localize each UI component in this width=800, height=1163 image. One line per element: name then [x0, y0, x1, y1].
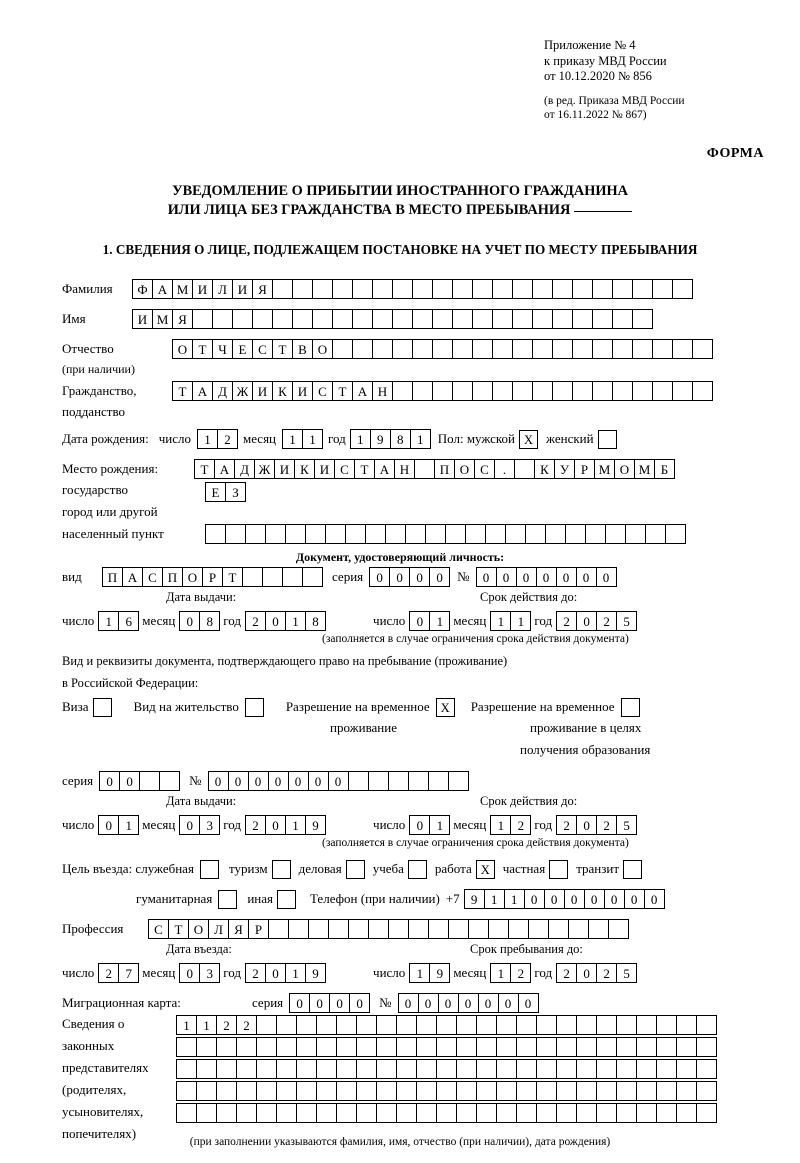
- migration-series-label: серия: [252, 995, 284, 1010]
- row-permit-types: [62, 696, 640, 718]
- birthplace-row-2: [205, 481, 245, 503]
- permit-issue-month-input[interactable]: 0 3: [179, 815, 219, 835]
- issue-day-label: число: [62, 613, 95, 628]
- entry-month-input[interactable]: 0 3: [179, 963, 219, 983]
- purpose-study-checkbox[interactable]: [408, 860, 427, 879]
- birth-day-input[interactable]: 1 2: [197, 429, 237, 449]
- birth-day-label: число: [158, 431, 191, 446]
- patronymic-sublabel: (при наличии): [62, 362, 135, 376]
- permit-valid-month-input[interactable]: 1 2: [490, 815, 530, 835]
- edu-residence-label: Разрешение на временное: [470, 699, 615, 714]
- legal-rep-footer-note: (при заполнении указываются фамилия, имя, отчество (при наличии), дата рождения): [189, 1136, 611, 1148]
- temp-residence-label: Разрешение на временное: [285, 699, 430, 714]
- surname-label: Фамилия: [62, 281, 113, 296]
- legal-rep-label-1: Сведения о: [62, 1016, 125, 1031]
- edu-residence-label-2: проживание в целях: [530, 720, 642, 735]
- permit-series-input[interactable]: 0 0: [99, 771, 179, 791]
- doc-series-input[interactable]: 0 0 0 0: [369, 567, 449, 587]
- patronymic-input[interactable]: О Т Ч Е С Т В О: [172, 339, 712, 359]
- permit-issue-year-label: год: [223, 817, 242, 832]
- title-blank-rule: [574, 211, 632, 212]
- limited-term-note-2: (заполняется в случае ограничения срока действия документа): [322, 837, 629, 849]
- purpose-private-checkbox[interactable]: [549, 860, 568, 879]
- stay-month-input[interactable]: 1 2: [490, 963, 530, 983]
- purpose-work-label: работа: [434, 861, 472, 876]
- temp-residence-label-2: проживание: [330, 720, 397, 735]
- sex-male-label: Пол: мужской: [437, 431, 516, 446]
- row-entry-purpose-2: [136, 888, 664, 910]
- migration-card-label: Миграционная карта:: [62, 995, 181, 1010]
- identity-doc-header: Документ, удостоверяющий личность:: [295, 550, 505, 564]
- stay-year-label: год: [534, 965, 553, 980]
- legal-rep-input-line-4[interactable]: [176, 1081, 716, 1101]
- permit-valid-year-input[interactable]: 2 0 2 5: [556, 815, 636, 835]
- section-1-heading: 1. СВЕДЕНИЯ О ЛИЦЕ, ПОДЛЕЖАЩЕМ ПОСТАНОВКЕ НА УЧЕТ ПО МЕСТУ ПРЕБЫВАНИЯ: [102, 242, 698, 257]
- legal-rep-row-5: [176, 1102, 716, 1124]
- permit-number-label: №: [189, 773, 202, 788]
- birth-month-input[interactable]: 1 1: [282, 429, 322, 449]
- doc-series-label: серия: [332, 569, 364, 584]
- valid-year-input[interactable]: 2 0 2 5: [556, 611, 636, 631]
- permit-issue-day-label: число: [62, 817, 95, 832]
- birthplace-input-line-1[interactable]: Т А Д Ж И К И С Т А Н П О С . К У Р М О М Б: [194, 459, 674, 479]
- permit-issue-month-label: месяц: [142, 817, 176, 832]
- permit-issue-day-input[interactable]: 0 1: [98, 815, 138, 835]
- legal-rep-label-6: попечителях): [62, 1126, 137, 1141]
- document-title-line-2: ИЛИ ЛИЦА БЕЗ ГРАЖДАНСТВА В МЕСТО ПРЕБЫВАНИЯ: [167, 202, 571, 218]
- legal-rep-input-line-3[interactable]: [176, 1059, 716, 1079]
- profession-label: Профессия: [62, 921, 124, 936]
- permit-issue-year-input[interactable]: 2 0 1 9: [245, 815, 325, 835]
- permit-number-input[interactable]: 0 0 0 0 0 0 0: [208, 771, 468, 791]
- profession-input[interactable]: С Т О Л Я Р: [148, 919, 628, 939]
- document-title: [0, 182, 800, 220]
- appendix-line-2: к приказу МВД России: [544, 53, 667, 68]
- residence-permit-label: Вид на жительство: [133, 699, 239, 714]
- purpose-humanitarian-checkbox[interactable]: [218, 890, 237, 909]
- appendix-note: [544, 38, 764, 123]
- legal-rep-label-4: (родителях,: [62, 1082, 127, 1097]
- purpose-other-label: иная: [247, 891, 273, 906]
- phone-prefix: +7: [445, 891, 460, 906]
- purpose-label: Цель въезда: служебная: [62, 861, 194, 876]
- stay-year-input[interactable]: 2 0 2 5: [556, 963, 636, 983]
- issue-date-label: Дата выдачи:: [166, 590, 237, 604]
- permit-valid-day-input[interactable]: 0 1: [409, 815, 449, 835]
- patronymic-label: Отчество: [62, 341, 114, 356]
- stay-until-label: Срок пребывания до:: [470, 942, 583, 956]
- name-label: Имя: [62, 311, 86, 326]
- edu-residence-checkbox[interactable]: [621, 698, 640, 717]
- doc-number-input[interactable]: 0 0 0 0 0 0 0: [476, 567, 616, 587]
- birthplace-settlement-label: населенный пункт: [62, 526, 164, 541]
- row-entry-dates: [62, 962, 636, 984]
- valid-month-input[interactable]: 1 1: [490, 611, 530, 631]
- purpose-transit-checkbox[interactable]: [623, 860, 642, 879]
- permit-valid-until-label: Срок действия до:: [480, 794, 578, 808]
- permit-issue-date-label: Дата выдачи:: [166, 794, 237, 808]
- migration-series-input[interactable]: 0 0 0 0: [289, 993, 369, 1013]
- migration-number-label: №: [379, 995, 392, 1010]
- purpose-transit-label: транзит: [576, 861, 620, 876]
- row-permit-dates: [62, 814, 636, 836]
- forma-label: ФОРМА: [706, 146, 764, 161]
- stay-day-label: число: [373, 965, 406, 980]
- document-title-line-1: УВЕДОМЛЕНИЕ О ПРИБЫТИИ ИНОСТРАННОГО ГРАЖДАНИНА: [172, 183, 628, 199]
- stay-month-label: месяц: [453, 965, 487, 980]
- entry-year-label: год: [223, 965, 242, 980]
- row-entry-purpose: [62, 858, 642, 880]
- phone-input[interactable]: 9 1 1 0 0 0 0 0 0 0: [464, 889, 664, 909]
- valid-day-label: число: [373, 613, 406, 628]
- purpose-service-checkbox[interactable]: [200, 860, 219, 879]
- legal-rep-label-2: законных: [62, 1038, 115, 1053]
- migration-number-input[interactable]: 0 0 0 0 0 0 0: [398, 993, 538, 1013]
- doc-type-label: вид: [62, 569, 82, 584]
- birthdate-label: Дата рождения:: [62, 431, 149, 446]
- citizenship-input[interactable]: Т А Д Ж И К И С Т А Н: [172, 381, 712, 401]
- legal-rep-input-line-2[interactable]: [176, 1037, 716, 1057]
- visa-checkbox[interactable]: [93, 698, 112, 717]
- legal-rep-label-5: усыновителях,: [62, 1104, 144, 1119]
- surname-input[interactable]: Ф А М И Л И Я: [132, 279, 692, 299]
- valid-day-input[interactable]: 0 1: [409, 611, 449, 631]
- appendix-line-1: Приложение № 4: [544, 38, 636, 52]
- purpose-other-checkbox[interactable]: [277, 890, 296, 909]
- birthplace-label: Место рождения:: [62, 461, 159, 476]
- birthplace-city-label: город или другой: [62, 504, 158, 519]
- sex-male-checkbox[interactable]: X: [519, 430, 538, 449]
- valid-year-label: год: [534, 613, 553, 628]
- appendix-line-3: от 10.12.2020 № 856: [544, 69, 652, 83]
- row-doc-dates: [62, 610, 636, 632]
- row-migration-card: [62, 992, 538, 1014]
- doc-number-label: №: [457, 569, 470, 584]
- purpose-tourism-checkbox[interactable]: [272, 860, 291, 879]
- legal-rep-row-4: [176, 1080, 716, 1102]
- residence-permit-checkbox[interactable]: [245, 698, 264, 717]
- row-doc-type: [62, 566, 616, 588]
- row-permit-series: [62, 770, 468, 792]
- legal-rep-label-3: представителях: [62, 1060, 149, 1075]
- valid-until-label: Срок действия до:: [480, 590, 578, 604]
- revision-line-2: от 16.11.2022 № 867): [544, 109, 647, 121]
- legal-rep-input-line-1[interactable]: 1 1 2 2: [176, 1015, 716, 1035]
- issue-day-input[interactable]: 1 6: [98, 611, 138, 631]
- birthplace-input-line-3[interactable]: [205, 524, 685, 544]
- purpose-tourism-label: туризм: [228, 861, 268, 876]
- name-input[interactable]: И М Я: [132, 309, 652, 329]
- row-profession: [62, 918, 628, 940]
- permit-series-label: серия: [62, 773, 94, 788]
- entry-date-label: Дата въезда:: [166, 942, 232, 956]
- legal-rep-row-2: [176, 1036, 716, 1058]
- sex-female-checkbox[interactable]: [598, 430, 617, 449]
- birth-year-input[interactable]: 1 9 8 1: [350, 429, 430, 449]
- permit-valid-month-label: месяц: [453, 817, 487, 832]
- issue-year-input[interactable]: 2 0 1 8: [245, 611, 325, 631]
- purpose-study-label: учеба: [372, 861, 404, 876]
- edu-residence-label-3: получения образования: [520, 742, 651, 757]
- purpose-business-label: деловая: [298, 861, 342, 876]
- row-birthplace: [62, 458, 674, 480]
- entry-day-label: число: [62, 965, 95, 980]
- sex-female-label: женский: [546, 431, 594, 446]
- row-patronymic: [62, 338, 712, 360]
- legal-rep-input-line-5[interactable]: [176, 1103, 716, 1123]
- limited-term-note-1: (заполняется в случае ограничения срока действия документа): [322, 633, 629, 645]
- purpose-private-label: частная: [502, 861, 546, 876]
- valid-month-label: месяц: [453, 613, 487, 628]
- citizenship-label: Гражданство,: [62, 383, 137, 398]
- purpose-work-checkbox[interactable]: X: [476, 860, 495, 879]
- permit-valid-year-label: год: [534, 817, 553, 832]
- entry-month-label: месяц: [142, 965, 176, 980]
- revision-line-1: (в ред. Приказа МВД России: [544, 94, 685, 107]
- visa-label: Виза: [62, 699, 89, 714]
- row-surname: [62, 278, 692, 300]
- legal-rep-row-1: [176, 1014, 716, 1036]
- doc-type-input[interactable]: П А С П О Р Т: [102, 567, 322, 587]
- entry-day-input[interactable]: 2 7: [98, 963, 138, 983]
- legal-rep-row-3: [176, 1058, 716, 1080]
- row-name: [62, 308, 652, 330]
- purpose-business-checkbox[interactable]: [346, 860, 365, 879]
- birthplace-state-label: государство: [62, 482, 128, 497]
- permit-header-line-1: Вид и реквизиты документа, подтверждающего право на пребывание (проживание): [62, 654, 508, 668]
- birthplace-row-3: [205, 523, 685, 545]
- stay-day-input[interactable]: 1 9: [409, 963, 449, 983]
- purpose-humanitarian-label: гуманитарная: [136, 891, 213, 906]
- citizenship-sublabel: подданство: [62, 404, 126, 419]
- issue-year-label: год: [223, 613, 242, 628]
- entry-year-input[interactable]: 2 0 1 9: [245, 963, 325, 983]
- issue-month-label: месяц: [142, 613, 176, 628]
- temp-residence-checkbox[interactable]: X: [436, 698, 455, 717]
- birth-month-label: месяц: [242, 431, 277, 446]
- phone-label: Телефон (при наличии): [309, 891, 440, 906]
- permit-header-line-2: в Российской Федерации:: [62, 676, 199, 690]
- row-birthdate: [62, 428, 617, 450]
- permit-valid-day-label: число: [373, 817, 406, 832]
- birth-year-label: год: [328, 431, 346, 446]
- birthplace-input-line-2[interactable]: Е З: [205, 482, 245, 502]
- row-citizenship: [62, 380, 712, 402]
- issue-month-input[interactable]: 0 8: [179, 611, 219, 631]
